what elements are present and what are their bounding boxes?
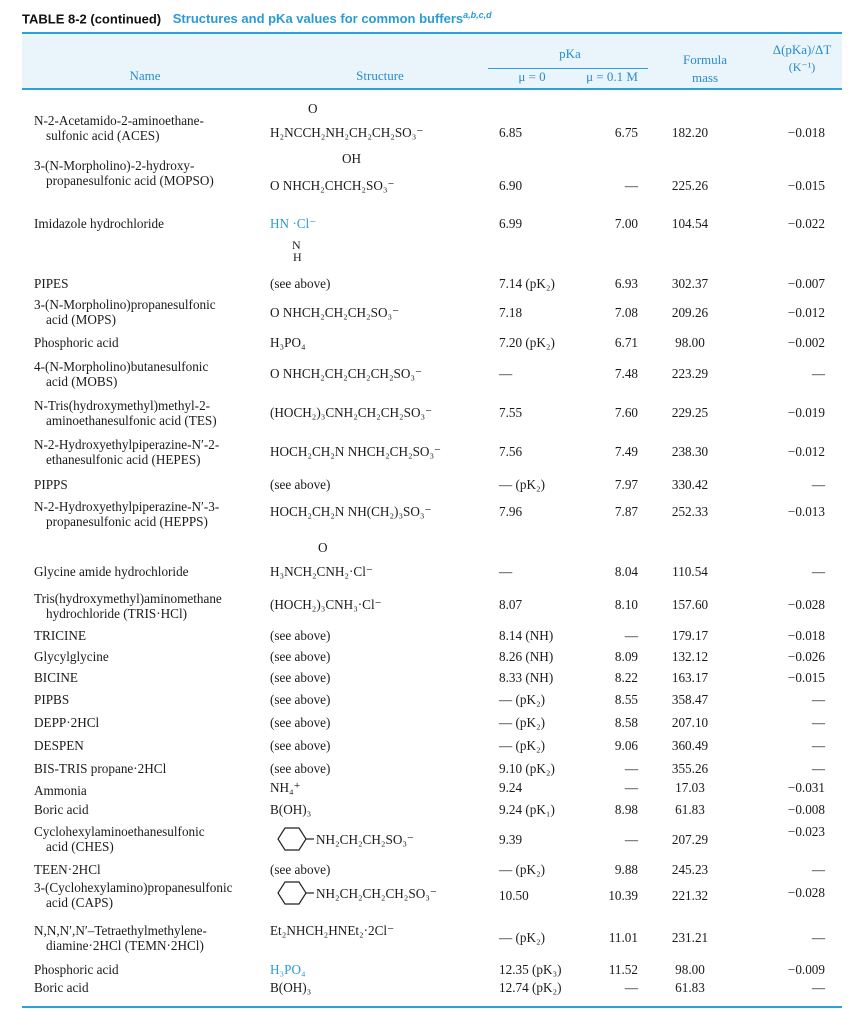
row-dpka-dt: — xyxy=(811,738,825,753)
row-formula-mass: 98.00 xyxy=(675,335,705,350)
row-name: N-Tris(hydroxymethyl)methyl-2- xyxy=(34,398,211,413)
row-dpka-dt: −0.012 xyxy=(787,444,825,459)
structure-carbonyl-o: O xyxy=(318,540,328,555)
row-dpka-dt: — xyxy=(811,715,825,730)
structure-ring-h: H xyxy=(293,250,302,264)
bottom-rule xyxy=(22,1006,842,1008)
row-name: TRICINE xyxy=(34,628,87,643)
row-pka-mu01: 7.60 xyxy=(614,405,638,420)
header-structure: Structure xyxy=(356,68,404,83)
row-structure: H₂NCCH₂NH₂CH₂CH₂SO₃⁻ xyxy=(270,125,424,140)
row-pka-mu01: 8.22 xyxy=(614,670,638,685)
row-name: DEPP·2HCl xyxy=(34,715,100,730)
row-name-cont: propanesulfonic acid (HEPPS) xyxy=(46,514,208,529)
row-pka-mu0: 9.39 xyxy=(499,832,523,847)
row-structure: O NHCH₂CHCH₂SO₃⁻ xyxy=(270,178,395,193)
row-pka-mu01: 8.55 xyxy=(614,692,638,707)
row-name-cont: acid (MOPS) xyxy=(46,312,116,327)
row-pka-mu01: 11.01 xyxy=(608,930,638,945)
row-pka-mu0: — xyxy=(499,366,513,381)
row-formula-mass: 182.20 xyxy=(671,125,709,140)
row-structure: Et₂NHCH₂HNEt₂·2Cl⁻ xyxy=(270,923,395,938)
row-structure: NH₄⁺ xyxy=(270,780,301,795)
row-pka-mu0: — (pK₂) xyxy=(499,692,545,707)
row-formula-mass: 207.10 xyxy=(671,715,709,730)
row-structure: H₃PO₄ xyxy=(270,335,306,350)
row-name: TEEN·2HCl xyxy=(34,862,101,877)
row-pka-mu01: 8.04 xyxy=(614,564,638,579)
row-pka-mu01: 10.39 xyxy=(608,888,638,903)
row-pka-mu0: 8.07 xyxy=(499,597,523,612)
row-dpka-dt: — xyxy=(811,692,825,707)
row-formula-mass: 229.25 xyxy=(671,405,709,420)
row-dpka-dt: — xyxy=(811,564,825,579)
header-name: Name xyxy=(129,68,161,83)
row-dpka-dt: −0.013 xyxy=(787,504,825,519)
row-dpka-dt: −0.022 xyxy=(787,216,825,231)
row-pka-mu0: 7.55 xyxy=(499,405,523,420)
row-structure: HOCH₂CH₂N NHCH₂CH₂SO₃⁻ xyxy=(270,444,441,459)
row-name: N,N,N′,N′–Tetraethylmethylene- xyxy=(34,923,207,938)
row-structure: NH₂CH₂CH₂SO₃⁻ xyxy=(316,832,414,847)
row-formula-mass: 223.29 xyxy=(671,366,709,381)
row-dpka-dt: −0.028 xyxy=(787,597,825,612)
row-pka-mu0: 6.99 xyxy=(499,216,523,231)
row-formula-mass: 360.49 xyxy=(671,738,709,753)
row-pka-mu01: — xyxy=(624,178,638,193)
row-dpka-dt: −0.007 xyxy=(787,276,825,291)
row-structure: (HOCH₂)₃CNH₃·Cl⁻ xyxy=(270,597,382,612)
table-label: TABLE 8-2 (continued) xyxy=(22,11,162,27)
row-dpka-dt: — xyxy=(811,862,825,877)
row-structure: (see above) xyxy=(270,738,331,753)
row-formula-mass: 209.26 xyxy=(671,305,709,320)
table-title: Structures and pKa values for common buffers xyxy=(172,11,464,27)
row-formula-mass: 245.23 xyxy=(671,862,709,877)
row-structure: NH₂CH₂CH₂CH₂SO₃⁻ xyxy=(316,886,437,901)
row-structure: (see above) xyxy=(270,862,331,877)
row-structure: (HOCH₂)₃CNH₂CH₂CH₂SO₃⁻ xyxy=(270,405,433,420)
cyclohexane-ring xyxy=(270,824,314,854)
row-formula-mass: 17.03 xyxy=(675,780,705,795)
row-formula-mass: 98.00 xyxy=(675,962,705,977)
header-dpka-unit: (K⁻¹) xyxy=(788,60,816,74)
row-pka-mu0: — (pK₂) xyxy=(499,738,545,753)
row-pka-mu0: 8.33 (NH) xyxy=(499,670,554,685)
row-structure: HN ·Cl⁻ xyxy=(270,216,317,231)
row-dpka-dt: −0.019 xyxy=(787,405,825,420)
row-pka-mu0: — (pK₂) xyxy=(499,930,545,945)
row-pka-mu01: 6.93 xyxy=(614,276,638,291)
row-structure: H₃NCH₂CNH₂·Cl⁻ xyxy=(270,564,373,579)
row-pka-mu01: — xyxy=(624,780,638,795)
row-pka-mu0: — (pK₂) xyxy=(499,862,545,877)
row-dpka-dt: −0.009 xyxy=(787,962,825,977)
header-mu01: μ = 0.1 M xyxy=(586,69,638,84)
row-pka-mu0: 9.24 xyxy=(499,780,523,795)
row-name: N-2-Hydroxyethylpiperazine-N′-3- xyxy=(34,499,220,514)
row-pka-mu0: 12.74 (pK₂) xyxy=(499,980,562,995)
row-dpka-dt: −0.018 xyxy=(787,125,825,140)
row-structure: H₃PO₄ xyxy=(270,962,306,977)
row-pka-mu01: 8.09 xyxy=(614,649,638,664)
row-formula-mass: 231.21 xyxy=(671,930,709,945)
row-pka-mu01: — xyxy=(624,761,638,776)
row-name-cont: acid (CAPS) xyxy=(46,895,114,910)
row-pka-mu01: 7.00 xyxy=(614,216,638,231)
row-formula-mass: 225.26 xyxy=(671,178,709,193)
row-pka-mu0: — (pK₂) xyxy=(499,477,545,492)
row-structure: HOCH₂CH₂N NH(CH₂)₃SO₃⁻ xyxy=(270,504,432,519)
row-formula-mass: 355.26 xyxy=(671,761,709,776)
row-pka-mu0: 7.56 xyxy=(499,444,523,459)
header-formula-1: Formula xyxy=(682,52,728,67)
row-name: 4-(N-Morpholino)butanesulfonic xyxy=(34,359,209,374)
row-structure: (see above) xyxy=(270,670,331,685)
row-name: Phosphoric acid xyxy=(34,962,119,977)
header-mu0: μ = 0 xyxy=(518,69,546,84)
row-name: PIPBS xyxy=(34,692,70,707)
row-name: BICINE xyxy=(34,670,78,685)
row-dpka-dt: −0.031 xyxy=(787,780,825,795)
row-name: Glycine amide hydrochloride xyxy=(34,564,189,579)
row-name-cont: aminoethanesulfonic acid (TES) xyxy=(46,413,217,428)
row-structure: O NHCH₂CH₂CH₂SO₃⁻ xyxy=(270,305,400,320)
row-pka-mu0: 7.14 (pK₂) xyxy=(499,276,555,291)
row-name: N-2-Acetamido-2-aminoethane- xyxy=(34,113,204,128)
row-dpka-dt: −0.028 xyxy=(787,885,825,900)
row-structure: (see above) xyxy=(270,649,331,664)
row-structure: (see above) xyxy=(270,692,331,707)
row-dpka-dt: −0.018 xyxy=(787,628,825,643)
row-pka-mu01: 7.49 xyxy=(614,444,638,459)
row-formula-mass: 110.54 xyxy=(672,564,708,579)
row-formula-mass: 330.42 xyxy=(671,477,709,492)
header-formula-2: mass xyxy=(692,70,718,85)
row-pka-mu01: 6.75 xyxy=(614,125,638,140)
row-formula-mass: 207.29 xyxy=(671,832,709,847)
row-name: 3-(N-Morpholino)-2-hydroxy- xyxy=(34,158,195,173)
row-name: N-2-Hydroxyethylpiperazine-N′-2- xyxy=(34,437,220,452)
row-pka-mu01: 7.08 xyxy=(614,305,638,320)
row-dpka-dt: −0.023 xyxy=(787,824,825,839)
row-name-cont: hydrochloride (TRIS·HCl) xyxy=(46,606,188,621)
row-dpka-dt: −0.015 xyxy=(787,670,825,685)
row-formula-mass: 302.37 xyxy=(671,276,709,291)
structure-hydroxyl: OH xyxy=(342,151,362,166)
row-name: Phosphoric acid xyxy=(34,335,119,350)
row-dpka-dt: — xyxy=(811,930,825,945)
row-dpka-dt: — xyxy=(811,477,825,492)
row-formula-mass: 132.12 xyxy=(671,649,709,664)
row-name-cont: diamine·2HCl (TEMN·2HCl) xyxy=(46,938,204,953)
row-pka-mu0: 7.20 (pK₂) xyxy=(499,335,555,350)
row-pka-mu01: 7.87 xyxy=(614,504,638,519)
row-pka-mu01: — xyxy=(624,628,638,643)
row-pka-mu0: 7.18 xyxy=(499,305,523,320)
structure-carbonyl-o: O xyxy=(308,101,318,116)
row-formula-mass: 104.54 xyxy=(671,216,709,231)
row-formula-mass: 238.30 xyxy=(671,444,709,459)
row-name: Boric acid xyxy=(34,802,89,817)
row-formula-mass: 157.60 xyxy=(671,597,709,612)
header-dpka-dt: Δ(pKa)/ΔT xyxy=(772,42,832,57)
row-name: 3-(N-Morpholino)propanesulfonic xyxy=(34,297,216,312)
row-formula-mass: 179.17 xyxy=(671,628,709,643)
row-pka-mu0: 6.90 xyxy=(499,178,523,193)
row-pka-mu01: 7.48 xyxy=(614,366,638,381)
row-name-cont: sulfonic acid (ACES) xyxy=(46,128,160,143)
row-name: 3-(Cyclohexylamino)propanesulfonic xyxy=(34,880,233,895)
row-pka-mu01: 8.10 xyxy=(614,597,638,612)
row-pka-mu0: 8.26 (NH) xyxy=(499,649,554,664)
row-pka-mu01: 9.88 xyxy=(614,862,638,877)
cyclohexane-ring xyxy=(270,878,314,908)
header-pka: pKa xyxy=(559,46,581,61)
row-pka-mu01: 9.06 xyxy=(614,738,638,753)
row-name: Imidazole hydrochloride xyxy=(34,216,164,231)
row-formula-mass: 163.17 xyxy=(671,670,709,685)
row-name-cont: ethanesulfonic acid (HEPES) xyxy=(46,452,201,467)
row-pka-mu0: 9.24 (pK₁) xyxy=(499,802,555,817)
row-pka-mu01: 8.98 xyxy=(614,802,638,817)
row-dpka-dt: −0.026 xyxy=(787,649,825,664)
row-dpka-dt: −0.012 xyxy=(787,305,825,320)
row-pka-mu01: 11.52 xyxy=(608,962,638,977)
row-structure: B(OH)₃ xyxy=(270,980,312,995)
row-pka-mu0: 10.50 xyxy=(499,888,529,903)
row-structure: O NHCH₂CH₂CH₂CH₂SO₃⁻ xyxy=(270,366,422,381)
row-formula-mass: 221.32 xyxy=(671,888,709,903)
table-footnote-marks: a,b,c,d xyxy=(463,10,492,20)
row-dpka-dt: −0.008 xyxy=(787,802,825,817)
row-name: Ammonia xyxy=(34,783,87,798)
row-pka-mu01: — xyxy=(624,980,638,995)
row-formula-mass: 252.33 xyxy=(671,504,709,519)
row-dpka-dt: — xyxy=(811,366,825,381)
row-pka-mu01: 7.97 xyxy=(614,477,638,492)
row-name: PIPES xyxy=(34,276,69,291)
row-pka-mu01: — xyxy=(624,832,638,847)
row-dpka-dt: −0.002 xyxy=(787,335,825,350)
row-name: Glycylglycine xyxy=(34,649,109,664)
row-dpka-dt: −0.015 xyxy=(787,178,825,193)
row-pka-mu0: — (pK₂) xyxy=(499,715,545,730)
row-name: Cyclohexylaminoethanesulfonic xyxy=(34,824,205,839)
row-pka-mu0: — xyxy=(499,564,513,579)
row-pka-mu01: 8.58 xyxy=(614,715,638,730)
row-name-cont: propanesulfonic acid (MOPSO) xyxy=(46,173,214,188)
row-structure: (see above) xyxy=(270,276,331,291)
row-name: DESPEN xyxy=(34,738,84,753)
row-pka-mu0: 9.10 (pK₂) xyxy=(499,761,555,776)
row-formula-mass: 358.47 xyxy=(671,692,709,707)
row-name: Boric acid xyxy=(34,980,89,995)
row-structure: (see above) xyxy=(270,761,331,776)
row-structure: (see above) xyxy=(270,628,331,643)
row-formula-mass: 61.83 xyxy=(675,802,705,817)
row-structure: (see above) xyxy=(270,477,331,492)
row-dpka-dt: — xyxy=(811,761,825,776)
row-name: Tris(hydroxymethyl)aminomethane xyxy=(34,591,222,606)
row-pka-mu0: 7.96 xyxy=(499,504,523,519)
row-formula-mass: 61.83 xyxy=(675,980,705,995)
row-dpka-dt: — xyxy=(811,980,825,995)
row-pka-mu01: 6.71 xyxy=(614,335,638,350)
row-pka-mu0: 12.35 (pK₃) xyxy=(499,962,562,977)
row-pka-mu0: 8.14 (NH) xyxy=(499,628,554,643)
row-structure: (see above) xyxy=(270,715,331,730)
row-name: BIS-TRIS propane·2HCl xyxy=(34,761,167,776)
row-pka-mu0: 6.85 xyxy=(499,125,523,140)
row-structure: B(OH)₃ xyxy=(270,802,312,817)
structure-ring-n: N xyxy=(292,238,301,252)
row-name-cont: acid (MOBS) xyxy=(46,374,118,389)
row-name-cont: acid (CHES) xyxy=(46,839,114,854)
row-name: PIPPS xyxy=(34,477,68,492)
